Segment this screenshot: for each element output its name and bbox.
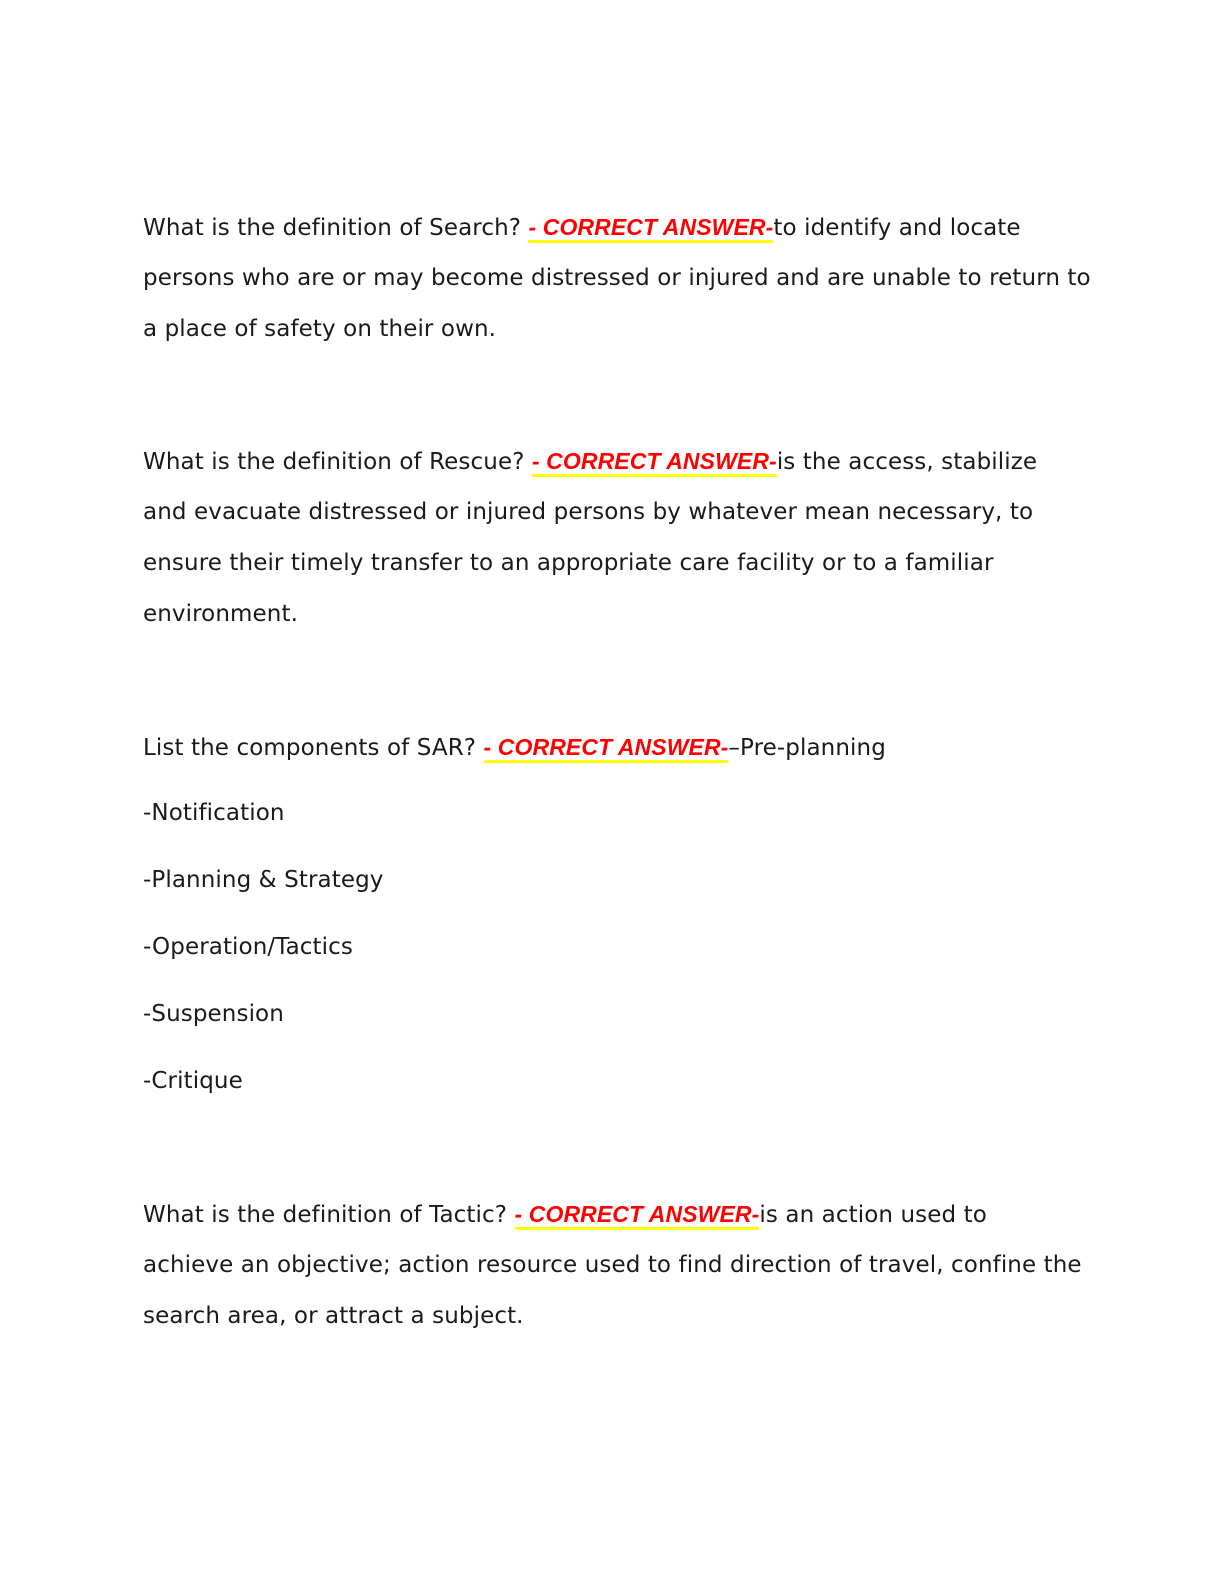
answer-line: and evacuate distressed or injured persons by whatever mean necessary, to (143, 499, 1034, 525)
question-text: List the components of SAR? (143, 735, 484, 761)
question-line (143, 1189, 1093, 1240)
answer-text: –Pre-planning (728, 735, 886, 761)
answer-text: is an action used to (759, 1202, 987, 1228)
qa-rescue (143, 436, 1093, 640)
qa-components (143, 722, 1093, 773)
answer-text: to identify and locate (773, 215, 1021, 241)
answer-line: ensure their timely transfer to an appropriate care facility or to a familiar (143, 550, 994, 576)
list-item: -Planning & Strategy (143, 867, 384, 893)
correct-answer-marker: - CORRECT ANSWER- (515, 1201, 760, 1230)
answer-line: a place of safety on their own. (143, 316, 497, 342)
answer-line: persons who are or may become distressed or injured and are unable to return to (143, 265, 1091, 291)
list-item: -Suspension (143, 1001, 284, 1027)
correct-answer-marker: - CORRECT ANSWER- (528, 214, 773, 243)
correct-answer-marker: - CORRECT ANSWER- (532, 448, 777, 477)
list-item: -Notification (143, 800, 285, 826)
correct-answer-marker: - CORRECT ANSWER- (484, 734, 729, 763)
answer-text: is the access, stabilize (776, 449, 1038, 475)
question-text: What is the definition of Tactic? (143, 1202, 515, 1228)
list-item: -Operation/Tactics (143, 934, 353, 960)
qa-tactic (143, 1189, 1093, 1342)
list-item: -Critique (143, 1068, 243, 1094)
question-text: What is the definition of Rescue? (143, 449, 532, 475)
answer-line: environment. (143, 601, 298, 627)
answer-line: achieve an objective; action resource used to find direction of travel, confine the (143, 1252, 1082, 1278)
question-line (143, 202, 1093, 253)
question-line (143, 436, 1093, 487)
qa-search (143, 202, 1093, 355)
components-list (143, 780, 1093, 1115)
question-line (143, 722, 1093, 773)
question-text: What is the definition of Search? (143, 215, 529, 241)
answer-line: search area, or attract a subject. (143, 1303, 524, 1329)
